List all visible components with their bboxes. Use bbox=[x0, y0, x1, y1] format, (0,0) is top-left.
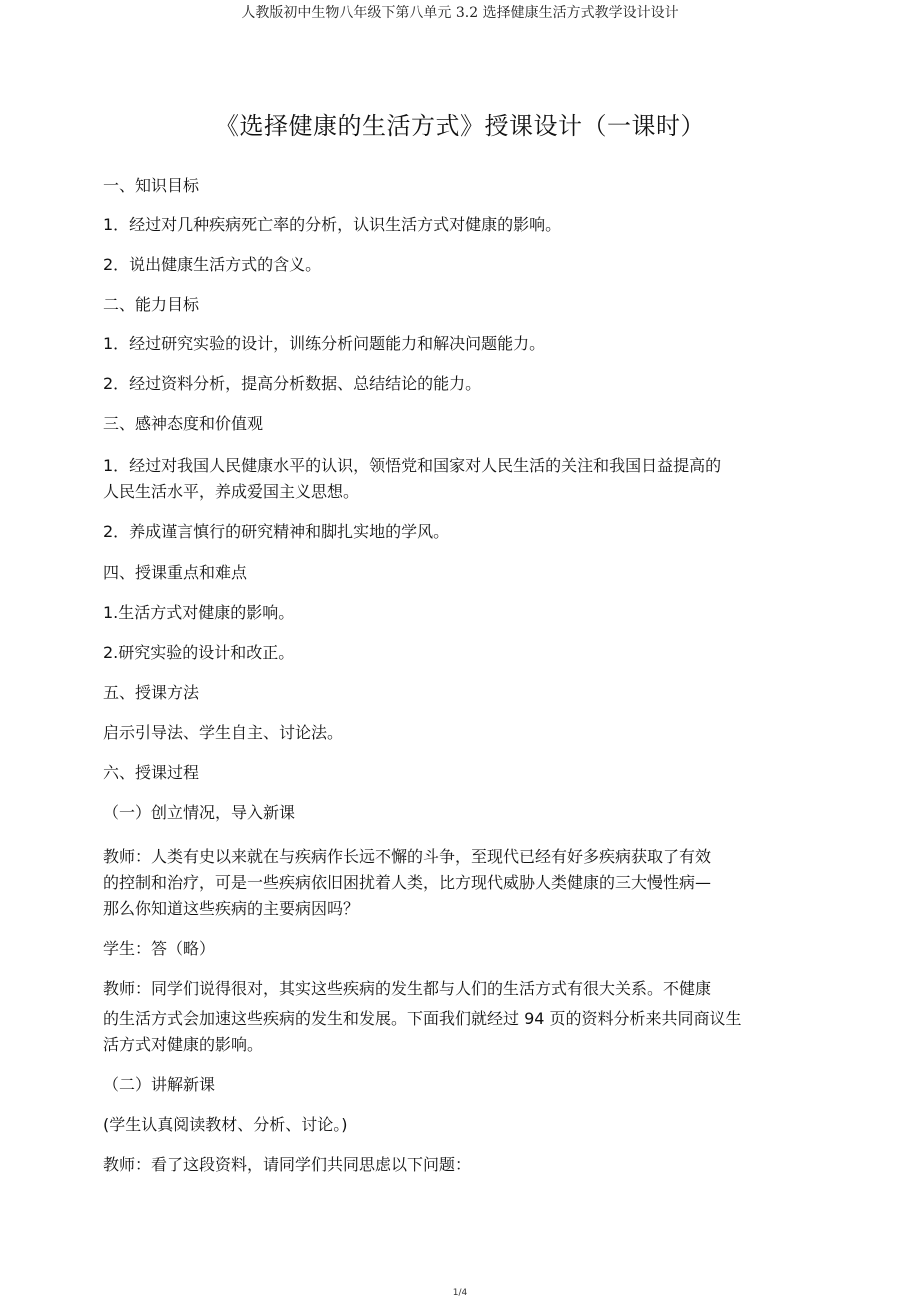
list-item-continuation: 人民生活水平，养成爱国主义思想。 bbox=[103, 482, 360, 501]
list-item: 1．经过对几种疾病死亡率的分析，认识生活方式对健康的影响。 bbox=[103, 215, 562, 234]
list-item: 2．养成谨言慎行的研究精神和脚扎实地的学风。 bbox=[103, 522, 450, 541]
paragraph-student: 学生：答（略） bbox=[103, 939, 216, 958]
subsection-heading: （二）讲解新课 bbox=[103, 1075, 216, 1094]
section-heading-ability: 二、能力目标 bbox=[103, 295, 200, 314]
list-item: 1.生活方式对健康的影响。 bbox=[103, 603, 295, 622]
paragraph-teacher-continuation: 的控制和治疗，可是一些疾病依旧困扰着人类，比方现代威胁人类健康的三大慢性病— bbox=[103, 873, 712, 892]
paragraph-note: (学生认真阅读教材、分析、讨论。) bbox=[103, 1115, 348, 1134]
list-item: 2．经过资料分析，提高分析数据、总结结论的能力。 bbox=[103, 374, 482, 393]
paragraph-teacher-continuation: 那么你知道这些疾病的主要病因吗？ bbox=[103, 899, 360, 918]
section-heading-knowledge: 一、知识目标 bbox=[103, 176, 200, 195]
section-heading-process: 六、授课过程 bbox=[103, 763, 200, 782]
list-item: 2．说出健康生活方式的含义。 bbox=[103, 255, 322, 274]
section-heading-methods: 五、授课方法 bbox=[103, 683, 200, 702]
page-header: 人教版初中生物八年级下第八单元 3.2 选择健康生活方式教学设计设计 bbox=[241, 5, 679, 21]
paragraph-teacher-continuation: 活方式对健康的影响。 bbox=[103, 1035, 264, 1054]
section-heading-attitude: 三、感神态度和价值观 bbox=[103, 414, 264, 433]
document-title: 《选择健康的生活方式》授课设计（一课时） bbox=[215, 112, 705, 140]
paragraph-teacher: 教师：看了这段资料，请同学们共同思虑以下问题： bbox=[103, 1155, 472, 1174]
list-item: 1．经过对我国人民健康水平的认识，领悟党和国家对人民生活的关注和我国日益提高的 bbox=[103, 456, 722, 475]
paragraph-teacher: 教师：同学们说得很对，其实这些疾病的发生都与人们的生活方式有很大关系。不健康 bbox=[103, 979, 712, 998]
subsection-heading: （一）创立情况，导入新课 bbox=[103, 803, 296, 822]
paragraph: 启示引导法、学生自主、讨论法。 bbox=[103, 723, 344, 742]
paragraph-teacher-continuation: 的生活方式会加速这些疾病的发生和发展。下面我们就经过 94 页的资料分析来共同商议生 bbox=[103, 1009, 742, 1028]
page-number: 1/4 bbox=[452, 1288, 468, 1298]
list-item: 2.研究实验的设计和改正。 bbox=[103, 643, 295, 662]
section-heading-keypoints: 四、授课重点和难点 bbox=[103, 563, 248, 582]
paragraph-teacher: 教师：人类有史以来就在与疾病作长远不懈的斗争，至现代已经有好多疾病获取了有效 bbox=[103, 847, 712, 866]
list-item: 1．经过研究实验的设计，训练分析问题能力和解决问题能力。 bbox=[103, 334, 546, 353]
